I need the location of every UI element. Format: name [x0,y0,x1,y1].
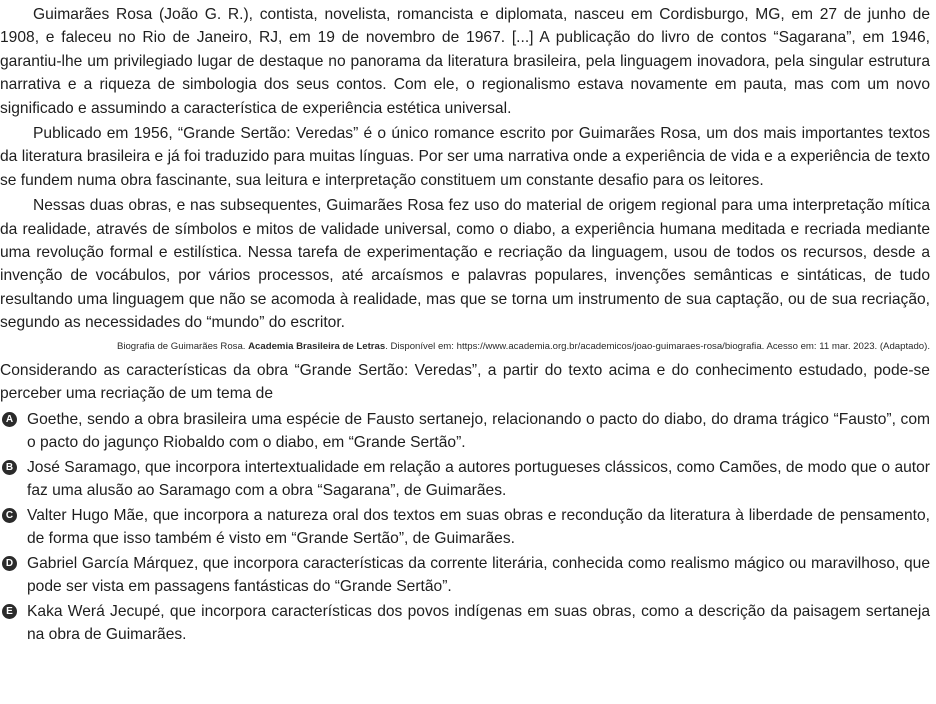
option-b-letter-badge: B [2,460,17,475]
option-c[interactable] [0,504,930,550]
option-a[interactable] [0,408,930,454]
source-citation [0,340,930,353]
option-b-text: José Saramago, que incorpora intertextualidade em relação a autores portugueses clássicos, como Camões, de modo que o autor faz uma alusão ao Saramago com a obra “Sagarana”, de Guimarães. [27,458,930,499]
option-d[interactable] [0,552,930,598]
option-a-text: Goethe, sendo a obra brasileira uma espécie de Fausto sertanejo, relacionando o pacto do diabo, do drama trágico “Fausto”, com o pacto do jagunço Riobaldo com o diabo, em “Grande Sertão”. [27,410,930,451]
option-e-text: Kaka Werá Jecupé, que incorpora características dos povos indígenas em suas obras, como a descrição da paisagem sertaneja na obra de Guimarães. [27,602,930,643]
source-publisher: Academia Brasileira de Letras [248,340,386,352]
option-e-letter-badge: E [2,604,17,619]
option-d-letter-badge: D [2,556,17,571]
option-b[interactable] [0,456,930,502]
source-suffix: . Disponível em: https://www.academia.org.br/academicos/joao-guimaraes-rosa/biografia. Acesso em: 11 mar. 2023. (Adaptado). [385,340,930,352]
question-stem: Considerando as características da obra “Grande Sertão: Veredas”, a partir do texto acima e do conhecimento estudado, pode-se perceber uma recriação de um tema de [0,361,930,402]
option-c-text: Valter Hugo Mãe, que incorpora a natureza oral dos textos em suas obras e recondução da literatura à liberdade de pensamento, de forma que isso também é visto em “Grande Sertão”, de Guimarães. [27,506,930,547]
option-d-text: Gabriel García Márquez, que incorpora características da corrente literária, conhecida como realismo mágico ou maravilhoso, que pode ser vista em passagens fantásticas do “Grande Sertão”. [27,554,930,595]
text-paragraph-1: Guimarães Rosa (João G. R.), contista, novelista, romancista e diplomata, nasceu em Cordisburgo, MG, em 27 de junho de 1908, e faleceu no Rio de Janeiro, RJ, em 19 de novembro de 1967. [...] A publicação do livro de contos “Sagarana”, em 1946, garantiu-lhe um privilegiado lugar de destaque no panorama da literatura brasileira, pela linguagem inovadora, pela singular estrutura narrativa e a riqueza de simbologia dos seus contos. Com ele, o regionalismo estava novamente em pauta, mas com um novo significado e assumindo a característica de experiência estética universal. [0,6,930,117]
text-paragraph-3: Nessas duas obras, e nas subsequentes, Guimarães Rosa fez uso do material de origem regional para uma interpretação mítica da realidade, através de símbolos e mitos de validade universal, como o diabo, a experiência humana meditada e recriada mediante uma revolução formal e estilística. Nessa tarefa de experimentação e recriação da linguagem, usou de todos os recursos, desde a invenção de vocábulos, por vários processos, até arcaísmos e palavras populares, invenções semânticas e sintáticas, de tudo resultando uma linguagem que não se acomoda à realidade, mas que se torna um instrumento de sua captação, ou de sua recriação, segundo as necessidades do “mundo” do escritor. [0,197,930,332]
option-c-letter-badge: C [2,508,17,523]
text-paragraph-2: Publicado em 1956, “Grande Sertão: Veredas” é o único romance escrito por Guimarães Rosa, um dos mais importantes textos da literatura brasileira e já foi traduzido para muitas línguas. Por ser uma narrativa onde a experiência de vida e a experiência de texto se fundem numa obra fascinante, sua leitura e interpretação constituem um constante desafio para os leitores. [0,125,930,189]
option-e[interactable] [0,600,930,646]
option-a-letter-badge: A [2,412,17,427]
source-prefix: Biografia de Guimarães Rosa. [116,340,249,352]
